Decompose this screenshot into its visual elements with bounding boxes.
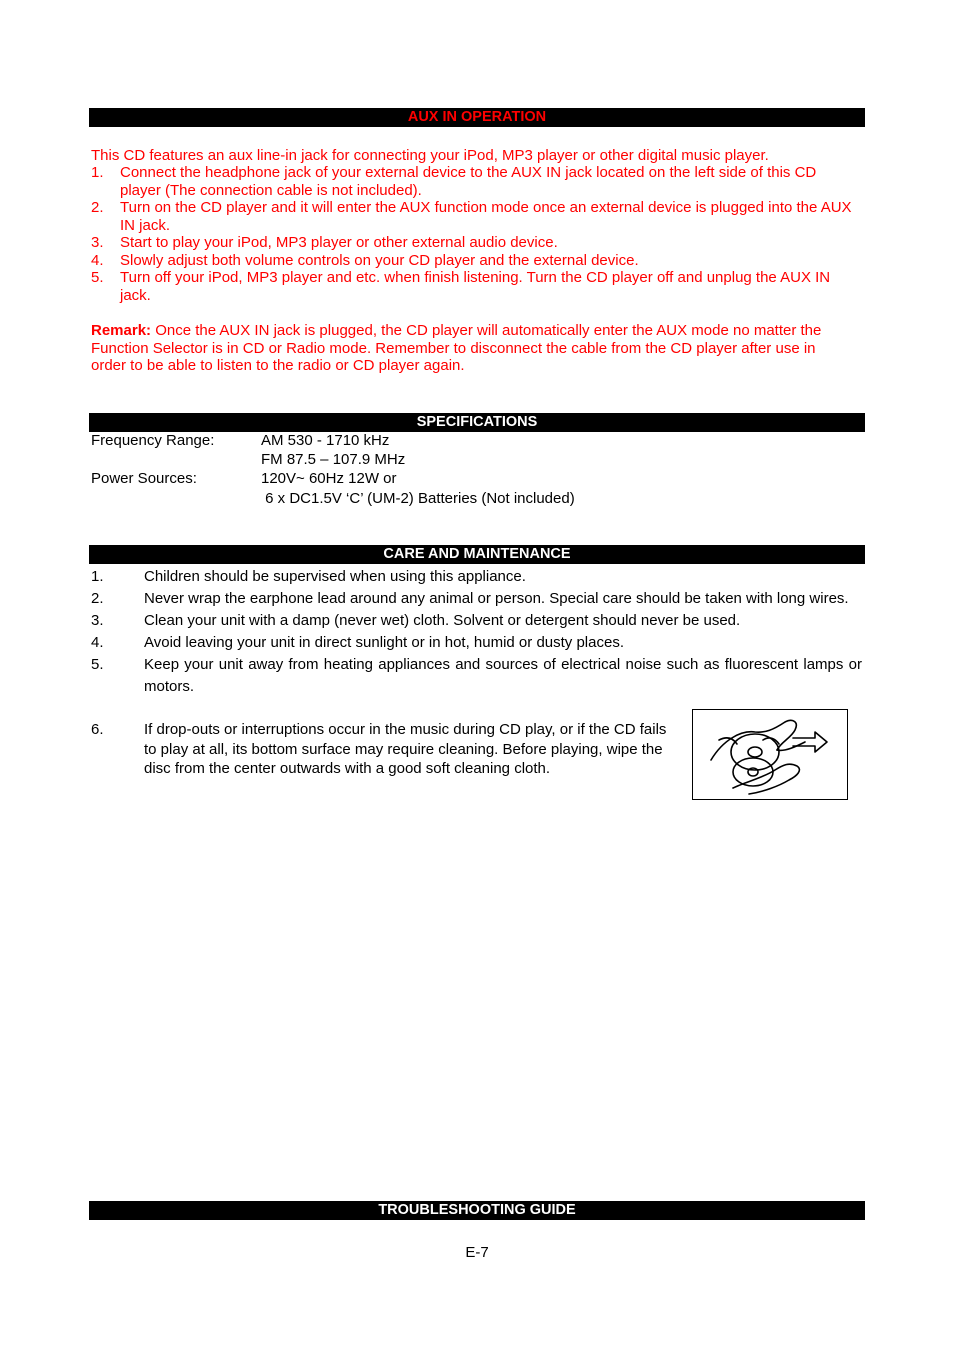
list-item	[91, 252, 861, 270]
aux-section-header: AUX IN OPERATION	[89, 108, 865, 127]
remark-text: Once the AUX IN jack is plugged, the CD player will automatically enter the AUX mode no matter the Function Selector is in CD or Radio mode. Remember to disconnect the cable from the CD player after use in order to be able to listen to the radio or CD player again.	[91, 322, 822, 374]
disc-cleaning-icon	[693, 710, 847, 799]
care-section-header: CARE AND MAINTENANCE	[89, 545, 865, 564]
specifications-header: SPECIFICATIONS	[89, 413, 865, 432]
list-item	[91, 234, 861, 252]
list-item	[91, 610, 862, 632]
list-item	[91, 269, 861, 304]
item-number: 2.	[91, 590, 104, 607]
list-item	[91, 164, 861, 199]
step-text: Start to play your iPod, MP3 player or other external audio device.	[120, 234, 558, 251]
list-item	[91, 632, 862, 654]
item-number: 3.	[91, 612, 104, 629]
step-text: Turn off your iPod, MP3 player and etc. when finish listening. Turn the CD player off and unplug the AUX IN jack.	[120, 269, 831, 304]
item-number: 1.	[91, 568, 104, 585]
step-number: 1.	[91, 164, 104, 181]
troubleshooting-header: TROUBLESHOOTING GUIDE	[89, 1201, 865, 1220]
item-text: Avoid leaving your unit in direct sunlight or in hot, humid or dusty places.	[144, 634, 624, 651]
list-item	[91, 654, 862, 698]
item-text: Children should be supervised when using this appliance.	[144, 568, 526, 585]
power-label: Power Sources:	[91, 470, 197, 487]
item-number: 5.	[91, 656, 104, 673]
item-number: 6.	[91, 721, 104, 738]
item-text: Keep your unit away from heating appliances and sources of electrical noise such as fluorescent lamps or motors.	[144, 656, 862, 695]
remark-label: Remark:	[91, 322, 152, 339]
frequency-fm-value: FM 87.5 – 107.9 MHz	[261, 451, 406, 468]
frequency-label: Frequency Range:	[91, 432, 215, 449]
list-item	[91, 566, 862, 588]
item-text: Never wrap the earphone lead around any animal or person. Special care should be taken with long wires.	[144, 590, 849, 607]
aux-intro: This CD features an aux line-in jack for connecting your iPod, MP3 player or other digital music player.	[91, 147, 769, 164]
step-number: 5.	[91, 269, 104, 286]
step-text: Connect the headphone jack of your external device to the AUX IN jack located on the left side of this CD player (The connection cable is not included).	[120, 164, 817, 199]
list-item	[91, 720, 671, 779]
item-text: If drop-outs or interruptions occur in the music during CD play, or if the CD fails to play at all, its bottom surface may require cleaning. Before playing, wipe the disc from the center outwards with a good soft cleaning cloth.	[144, 721, 667, 777]
frequency-am-value: AM 530 - 1710 kHz	[261, 432, 390, 449]
step-text: Turn on the CD player and it will enter the AUX function mode once an external device is plugged into the AUX IN jack.	[120, 199, 852, 234]
list-item	[91, 199, 861, 234]
list-item	[91, 588, 862, 610]
aux-remark	[91, 322, 851, 375]
power-dc-value: 6 x DC1.5V ‘C’ (UM-2) Batteries (Not included)	[261, 490, 575, 507]
care-list	[91, 566, 862, 698]
step-number: 3.	[91, 234, 104, 251]
aux-steps-list	[91, 164, 861, 304]
step-text: Slowly adjust both volume controls on your CD player and the external device.	[120, 251, 639, 269]
power-ac-value: 120V~ 60Hz 12W or	[261, 470, 397, 487]
item-text: Clean your unit with a damp (never wet) cloth. Solvent or detergent should never be used.	[144, 612, 741, 629]
step-number: 2.	[91, 199, 104, 216]
item-number: 4.	[91, 634, 104, 651]
step-number: 4.	[91, 251, 104, 269]
page-number: E-7	[465, 1244, 489, 1261]
disc-cleaning-illustration	[692, 709, 848, 800]
